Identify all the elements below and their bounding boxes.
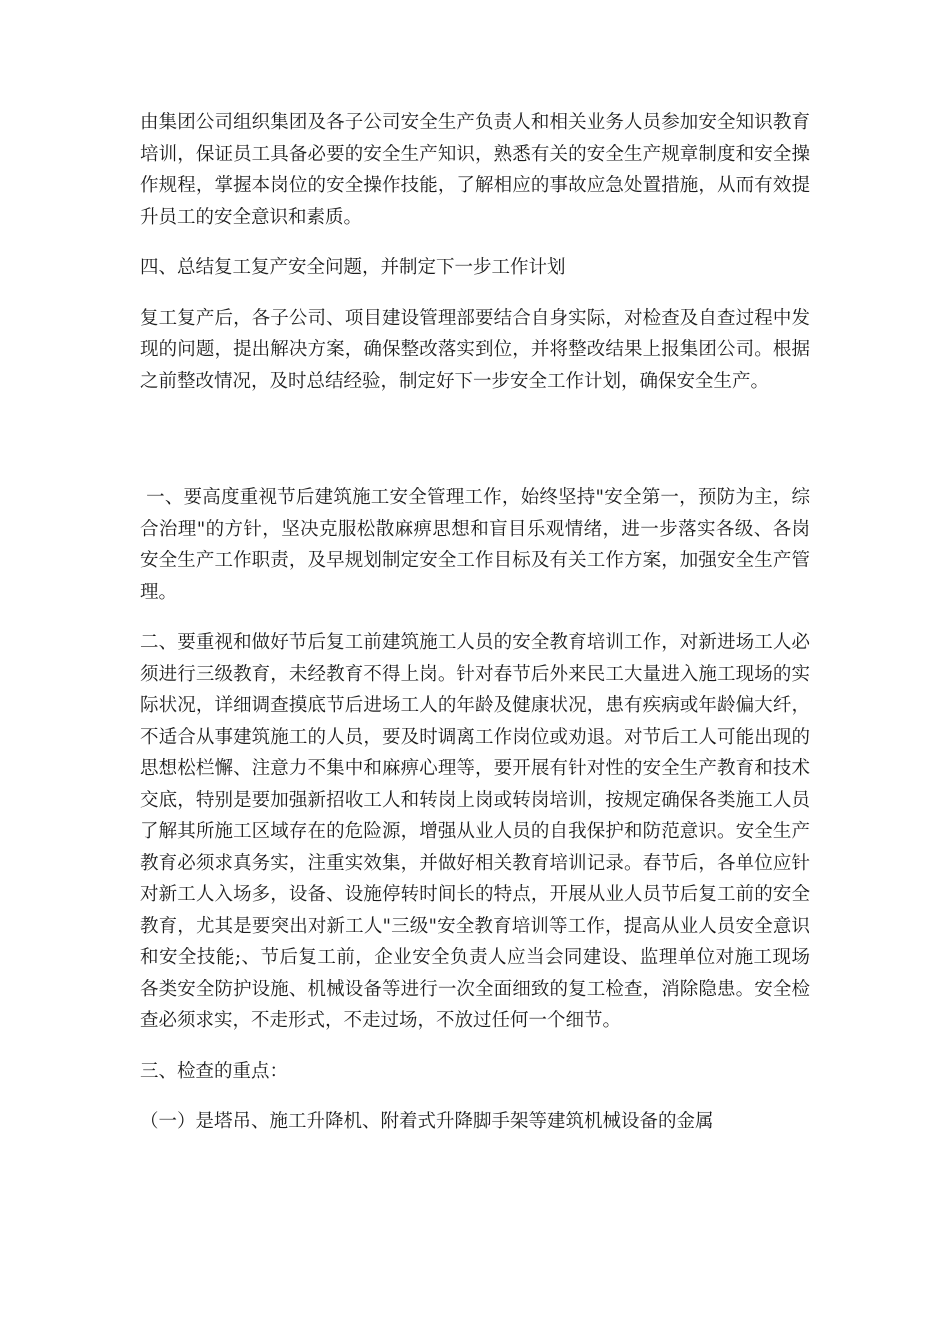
- paragraph-resumption: 复工复产后，各子公司、项目建设管理部要结合自身实际，对检查及自查过程中发现的问题，提出解决方案，确保整改落实到位，并将整改结果上报集团公司。根据之前整改情况，及时总结经验，制定好下一步安全工作计划，确保安全生产。: [140, 307, 810, 392]
- heading-section-four: 四、总结复工复产安全问题，并制定下一步工作计划: [140, 257, 566, 278]
- paragraph-training: 由集团公司组织集团及各子公司安全生产负责人和相关业务人员参加安全知识教育培训，保证员工具备必要的安全生产知识，熟悉有关的安全生产规章制度和安全操作规程，掌握本岗位的安全操作技能，了解相应的事故应急处置措施，从而有效提升员工的安全意识和素质。: [140, 112, 810, 228]
- document-body: [140, 107, 810, 1157]
- heading-section-three: 三、检查的重点：: [140, 1060, 289, 1082]
- paragraph-section-two: 二、要重视和做好节后复工前建筑施工人员的安全教育培训工作，对新进场工人必须进行三级教育，未经教育不得上岗。针对春节后外来民工大量进入施工现场的实际状况，详细调查摸底节后进场工人的年龄及健康状况，患有疾病或年龄偏大纤，不适合从事建筑施工的人员，要及时调离工作岗位或劝退。对节后工人可能出现的思想松栏懈、注意力不集中和麻痹心理等，要开展有针对性的安全生产教育和技术交底，特别是要加强新招收工人和转岗上岗或转岗培训，按规定确保各类施工人员了解其所施工区域存在的危险源，增强从业人员的自我保护和防范意识。安全生产教育必须求真务实，注重实效集，并做好相关教育培训记录。春节后，各单位应针对新工人入场多，设备、设施停转时间长的特点，开展从业人员节后复工前的安全教育，尤其是要突出对新工人"三级"安全教育培训等工作，提高从业人员安全意识和安全技能;、节后复工前，企业安全负责人应当会同建设、监理单位对施工现场各类安全防护设施、机械设备等进行一次全面细致的复工检查，消除隐患。安全检查必须求实，不走形式，不走过场，不放过任何一个细节。: [140, 632, 810, 1031]
- paragraph-section-one: 一、要高度重视节后建筑施工安全管理工作，始终坚持"安全第一，预防为主，综合治理"的方针，坚决克服松散麻痹思想和盲目乐观情绪，进一步落实各级、各岗安全生产工作职责，及早规划制定安全工作目标及有关工作方案，加强安全生产管理。: [140, 487, 810, 603]
- blank-gap: [140, 416, 810, 482]
- paragraph-item-one: （一）是塔吊、施工升降机、附着式升降脚手架等建筑机械设备的金属: [140, 1111, 714, 1132]
